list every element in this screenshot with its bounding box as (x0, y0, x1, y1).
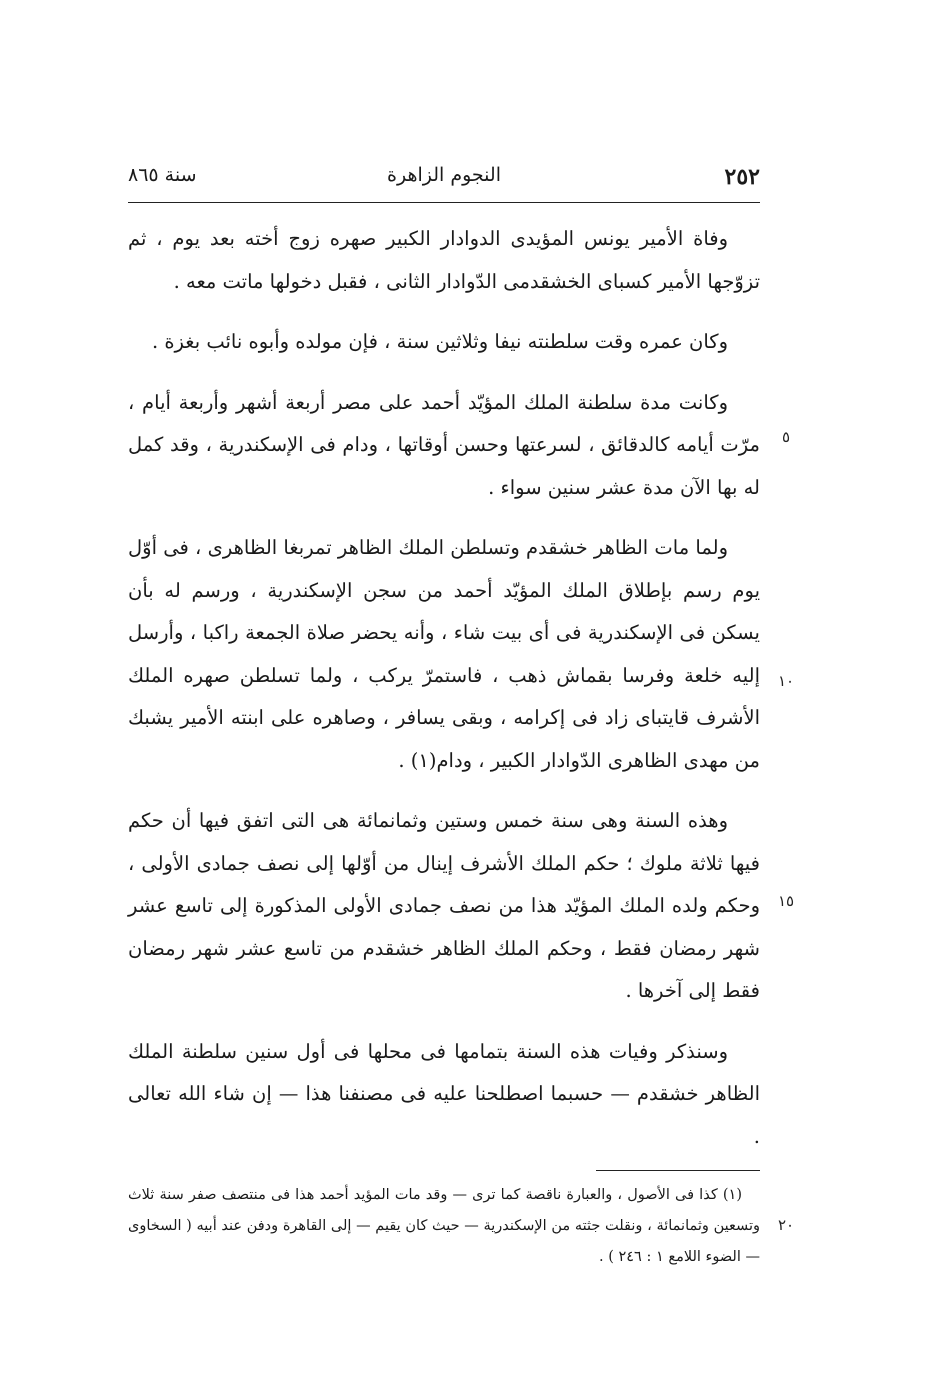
line-number-10: ١٠ (777, 672, 795, 690)
header-year: سنة ٨٦٥ (128, 164, 197, 186)
footnote (128, 1180, 760, 1273)
paragraph-5: وهذه السنة وهى سنة خمس وستين وثمانمائة هى التى اتفق فيها أن حكم فيها ثلاثة ملوك ؛ حكم الملك الأشرف إينال من أوّلها إلى نصف جمادى الأولى ، وحكم ولده الملك المؤيّد هذا من نصف جمادى الأولى المذكورة إلى تاسع عشر شهر رمضان فقط ، وحكم الملك الظاهر خشقدم من تاسع عشر شهر رمضان فقط إلى آخرها . (128, 809, 760, 1002)
paragraph-1: وفاة الأمير يونس المؤيدى الدوادار الكبير صهره زوج أخته بعد يوم ، ثم تزوّجها الأمير كسباى الخشقدمى الدّوادار الثانى ، فقبل دخولها ماتت معه . (128, 227, 760, 293)
book-title: النجوم الزاهرة (387, 164, 501, 186)
line-number-5: ٥ (781, 428, 791, 446)
main-text (128, 218, 760, 1176)
paragraph-4: ولما مات الظاهر خشقدم وتسلطن الملك الظاهر تمربغا الظاهرى ، فى أوّل يوم رسم بإطلاق الملك المؤيّد أحمد من سجن الإسكندرية ، ورسم له بأن يسكن فى الإسكندرية فى أى بيت شاء ، وأنه يحضر صلاة الجمعة راكبا ، وأرسل إليه خلعة وفرسا بقماش ذهب ، فاستمرّ يركب ، ولما تسلطن صهره الملك الأشرف قايتباى زاد فى إكرامه ، وبقى يسافر ، وصاهره على ابنته الأمير يشبك من مهدى الظاهرى الدّوادار الكبير ، ودام(١) . (128, 536, 760, 772)
header-rule (128, 202, 760, 203)
paragraph-6: وسنذكر وفيات هذه السنة بتمامها فى محلها فى أول سنين سلطنة الملك الظاهر خشقدم — حسبما اصطلحنا عليه فى مصنفنا هذا — إن شاء الله تعالى . (128, 1039, 760, 1148)
paragraph-2: وكان عمره وقت سلطنته نيفا وثلاثين سنة ، فإن مولده وأبوه نائب بغزة . (151, 330, 728, 353)
footnote-rule (596, 1170, 760, 1171)
running-header (128, 158, 760, 194)
line-number-15: ١٥ (777, 892, 795, 910)
page-number: ٢٥٢ (724, 164, 760, 190)
paragraph-3: وكانت مدة سلطنة الملك المؤيّد أحمد على مصر أربعة أشهر وأربعة أيام ، مرّت أيامه كالدقائق ، لسرعتها وحسن أوقاتها ، ودام فى الإسكندرية ، وقد كمل له بها الآن مدة عشر سنين سواء . (128, 390, 760, 499)
footnote-text: (١) كذا فى الأصول ، والعبارة ناقصة كما ترى — وقد مات المؤيد أحمد هذا فى منتصف صفر سنة ثلاث وتسعين وثمانمائة ، ونقلت جثته من الإسكندرية — حيث كان يقيم — إلى القاهرة ودفن عند أبيه ( السخاوى — الضوء اللامع ١ : ٢٤٦ ) . (128, 1187, 760, 1265)
line-number-20: ٢٠ (777, 1216, 795, 1234)
